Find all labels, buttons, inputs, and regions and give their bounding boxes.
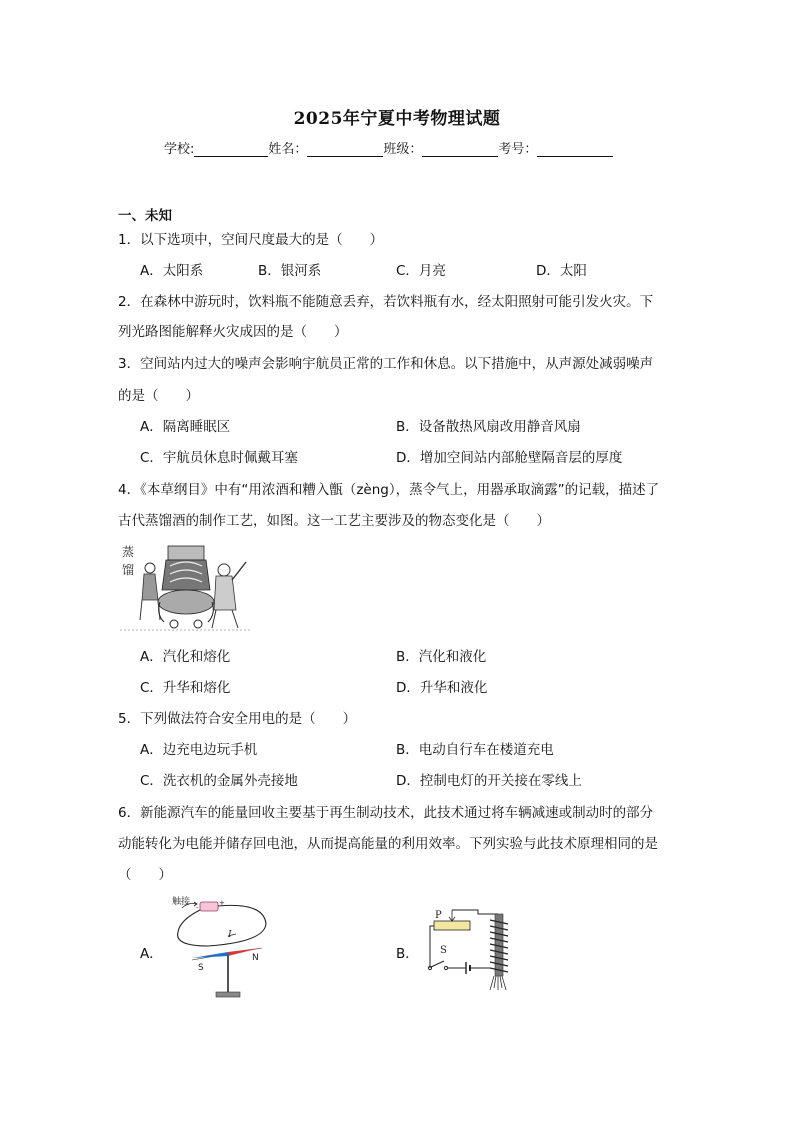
q1-stem: 1．以下选项中，空间尺度最大的是（ ） [118,232,384,248]
rheostat [434,921,470,930]
q3-option-c[interactable]: C．宇航员休息时佩戴耳塞 [140,450,298,466]
q3-stem-line-1: 3．空间站内过大的噪声会影响宇航员正常的工作和休息。以下措施中，从声源处减弱噪声 [118,356,654,372]
class-label: 班级： [383,142,423,157]
q4-option-b[interactable]: B．汽化和液化 [396,649,487,665]
s-label: S [440,945,447,956]
q5-option-d[interactable]: D．控制电灯的开关接在零线上 [396,773,582,789]
q2-stem-line-1: 2．在森林中游玩时，饮料瓶不能随意丢弃，若饮料瓶有水，经太阳照射可能引发火灾。下 [118,294,654,310]
name-label: 姓名： [268,142,308,157]
q3-option-d[interactable]: D．增加空间站内部舱壁隔音层的厚度 [396,450,623,466]
iron-filings [490,976,506,990]
exam-no-blank[interactable] [537,142,613,157]
wire-loop [178,905,266,946]
q6-option-b[interactable]: B． [396,946,419,962]
battery-icon [200,902,218,911]
q5-option-c[interactable]: C．洗衣机的金属外壳接地 [140,773,298,789]
electromagnet-circuit-diagram [424,906,526,992]
q4-option-c[interactable]: C．升华和熔化 [140,680,231,696]
q6-figure-a [168,890,272,1002]
q6-figure-b [424,906,526,992]
q1-option-d[interactable]: D．太阳 [536,263,587,279]
school-label: 学校: [164,142,195,157]
q6-stem-line-2: 动能转化为电能并储存回电池，从而提高能量的利用效率。下列实验与此技术原理相同的是 [118,836,658,852]
south-label: S [198,963,204,973]
q3-option-a[interactable]: A．隔离睡眠区 [140,419,231,435]
q5-stem: 5．下列做法符合安全用电的是（ ） [118,711,357,727]
q5-option-b[interactable]: B．电动自行车在楼道充电 [396,742,554,758]
figure-label-char-2: 馏 [122,563,135,577]
current-label: I [228,930,232,940]
q6-option-a[interactable]: A． [140,946,163,962]
student-info-row [164,138,613,157]
q2-stem-line-2: 列光路图能解释火灾成因的是（ ） [118,324,348,340]
q3-option-b[interactable]: B．设备散热风扇改用静音风扇 [396,419,581,435]
svg-text:-: - [196,904,199,912]
q1-option-c[interactable]: C．月亮 [396,263,446,279]
q6-stem-line-3: （ ） [118,867,172,883]
q1-option-b[interactable]: B．银河系 [258,263,322,279]
school-blank[interactable] [194,142,268,157]
touch-label: 触接 [172,897,191,907]
p-label: P [435,910,442,921]
figure-label-char-1: 蒸 [122,545,135,559]
q3-stem-line-2: 的是（ ） [118,388,199,404]
oersted-experiment-diagram [168,890,272,1002]
q6-stem-line-1: 6．新能源汽车的能量回收主要基于再生制动技术，此技术通过将车辆减速或制动时的部分 [118,805,654,821]
svg-text:+: + [219,899,225,907]
q5-option-a[interactable]: A．边充电边玩手机 [140,742,258,758]
distillation-illustration [120,540,252,632]
q4-option-d[interactable]: D．升华和液化 [396,680,488,696]
distillation-figure [120,540,252,632]
q4-stem-line-2: 古代蒸馏酒的制作工艺，如图。这一工艺主要涉及的物态变化是（ ） [118,513,550,529]
coil [490,920,508,972]
q1-option-a[interactable]: A．太阳系 [140,263,204,279]
q4-option-a[interactable]: A．汽化和熔化 [140,649,231,665]
page-title: 2025年宁夏中考物理试题 [293,109,501,129]
name-blank[interactable] [307,142,383,157]
section-heading: 一、未知 [118,208,172,224]
class-blank[interactable] [422,142,498,157]
exam-no-label: 考号： [498,142,538,157]
north-label: N [252,953,259,963]
q4-stem-line-1: 4．《本草纲目》中有“用浓酒和糟入甑（zèng），蒸令气上，用器承取滴露”的记载，描述了 [118,482,660,498]
